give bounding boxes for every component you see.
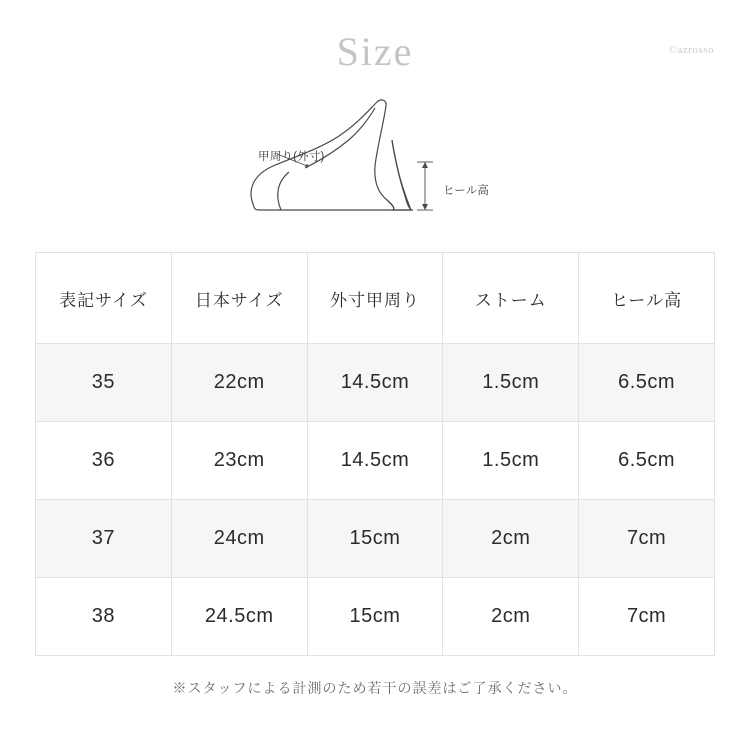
size-table-wrapper — [35, 252, 715, 656]
page-title: Size — [336, 29, 414, 74]
cell-girth: 15cm — [307, 578, 443, 656]
cell-heel-height: 7cm — [579, 578, 715, 656]
girth-label: 甲周り(外寸) — [258, 151, 325, 163]
table-header-row — [36, 253, 715, 344]
cell-heel-height: 6.5cm — [579, 422, 715, 500]
cell-heel-height: 7cm — [579, 500, 715, 578]
column-header-label-size: 表記サイズ — [36, 253, 172, 344]
column-header-storm: ストーム — [443, 253, 579, 344]
size-table-body — [36, 344, 715, 656]
cell-label-size: 37 — [36, 500, 172, 578]
table-row — [36, 578, 715, 656]
cell-label-size: 36 — [36, 422, 172, 500]
cell-label-size: 35 — [36, 344, 172, 422]
cell-storm: 1.5cm — [443, 422, 579, 500]
cell-jp-size: 24.5cm — [171, 578, 307, 656]
cell-heel-height: 6.5cm — [579, 344, 715, 422]
column-header-heel-height: ヒール高 — [579, 253, 715, 344]
shoe-illustration — [0, 96, 750, 236]
cell-storm: 2cm — [443, 578, 579, 656]
cell-storm: 1.5cm — [443, 344, 579, 422]
size-table — [35, 252, 715, 656]
cell-storm: 2cm — [443, 500, 579, 578]
watermark: ©azrosso — [668, 44, 714, 56]
cell-jp-size: 23cm — [171, 422, 307, 500]
size-table-head — [36, 253, 715, 344]
cell-girth: 15cm — [307, 500, 443, 578]
cell-jp-size: 22cm — [171, 344, 307, 422]
cell-label-size: 38 — [36, 578, 172, 656]
high-heel-pump-icon — [235, 96, 515, 236]
column-header-girth: 外寸甲周り — [307, 253, 443, 344]
cell-jp-size: 24cm — [171, 500, 307, 578]
footer-note: ※スタッフによる計測のため若干の誤差はご了承ください。 — [172, 680, 578, 696]
table-row — [36, 500, 715, 578]
table-row — [36, 344, 715, 422]
table-row — [36, 422, 715, 500]
cell-girth: 14.5cm — [307, 344, 443, 422]
column-header-jp-size: 日本サイズ — [171, 253, 307, 344]
heel-height-label: ヒール高 — [443, 185, 490, 197]
cell-girth: 14.5cm — [307, 422, 443, 500]
